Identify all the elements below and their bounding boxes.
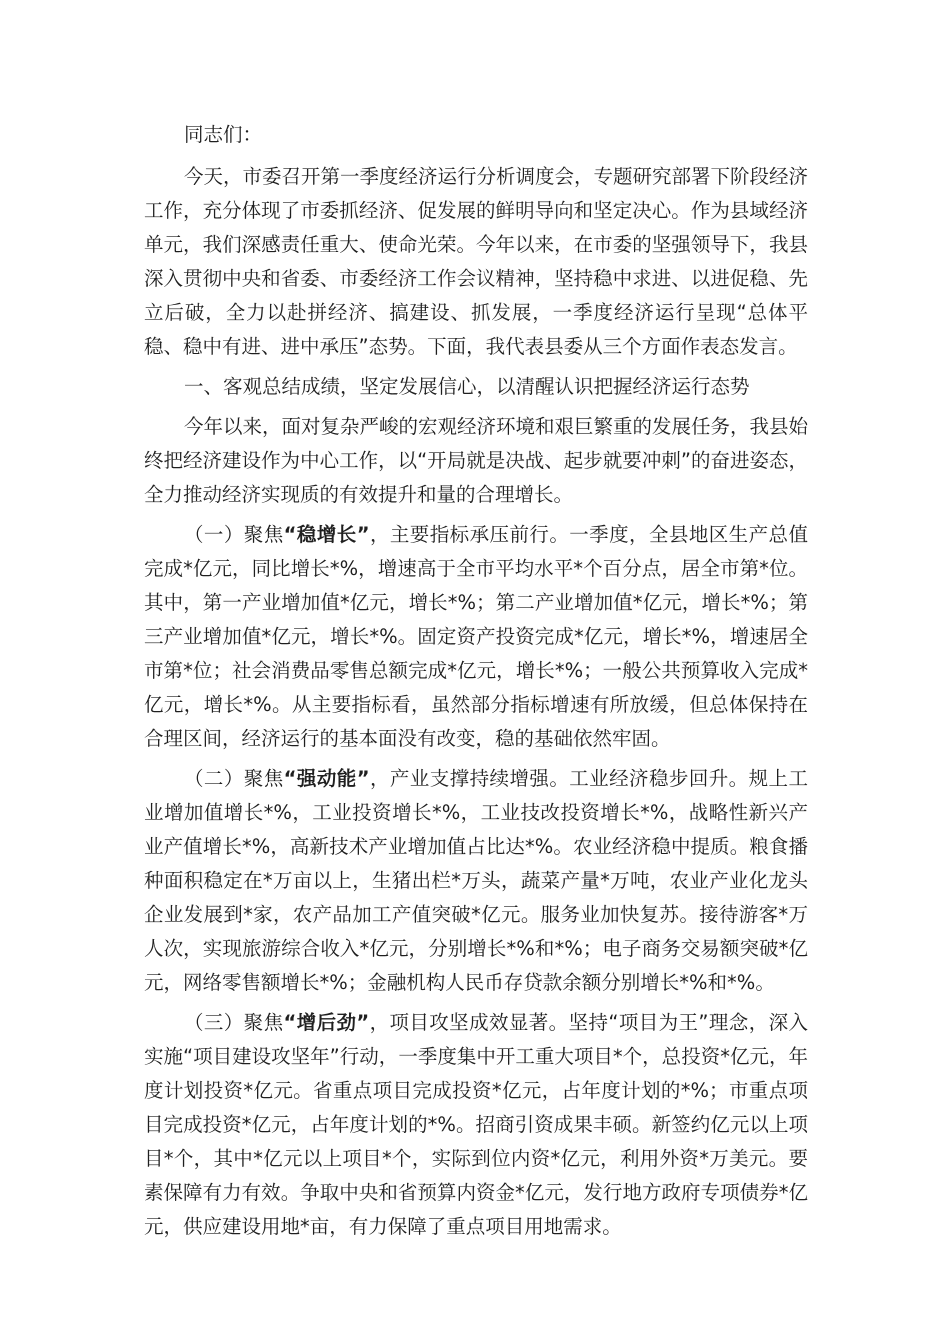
item-3-paragraph [144,1006,808,1244]
intro-paragraph: 今天，市委召开第一季度经济运行分析调度会，专题研究部署下阶段经济工作，充分体现了市委抓经济、促发展的鲜明导向和坚定决心。作为县域经济单元，我们深感责任重大、使命光荣。今年以来，在市委的坚强领导下，我县深入贯彻中央和省委、市委经济工作会议精神，坚持稳中求进、以进促稳、先立后破，全力以赴拼经济、搞建设、抓发展，一季度经济运行呈现“总体平稳、稳中有进、进中承压”态势。下面，我代表县委从三个方面作表态发言。 [144,165,809,358]
item-2-paragraph [144,762,808,1000]
item-3-prefix: （三）聚焦 [184,1011,284,1034]
item-1-keyword: “稳增长” [283,523,370,546]
item-2-text: ，产业支撑持续增强。工业经济稳步回升。规上工业增加值增长*%，工业投资增长*%，工业技改投资增长*%，战略性新兴产业产值增长*%，高新技术产业增加值占比达*%。农业经济稳中提质。粮食播种面积稳定在*万亩以上，生猪出栏*万头，蔬菜产量*万吨，农业产业化龙头企业发展到*家，农产品加工产值突破*亿元。服务业加快复苏。接待游客*万人次，实现旅游综合收入*亿元，分别增长*%和*%；电子商务交易额突破*亿元，网络零售额增长*%；金融机构人民币存贷款余额分别增长*%和*%。 [144,767,808,994]
item-2-keyword: “强动能” [283,767,370,790]
item-1-paragraph [144,518,808,756]
item-2-prefix: （二）聚焦 [184,767,284,790]
item-3-keyword: “增后劲” [283,1011,370,1034]
greeting: 同志们： [184,123,263,146]
document-body [144,118,808,1250]
item-3-text: ，项目攻坚成效显著。坚持“项目为王”理念，深入实施“项目建设攻坚年”行动，一季度集中开工重大项目*个，总投资*亿元，年度计划投资*亿元。省重点项目完成投资*亿元，占年度计划的*%；市重点项目完成投资*亿元，占年度计划的*%。招商引资成果丰硕。新签约亿元以上项目*个，其中*亿元以上项目*个，实际到位内资*亿元，利用外资*万美元。要素保障有力有效。争取中央和省预算内资金*亿元，发行地方政府专项债券*亿元，供应建设用地*亩，有力保障了重点项目用地需求。 [144,1011,808,1238]
item-1-prefix: （一）聚焦 [184,523,284,546]
section-1-intro: 今年以来，面对复杂严峻的宏观经济环境和艰巨繁重的发展任务，我县始终把经济建设作为中心工作，以“开局就是决战、起步就要冲刺”的奋进姿态，全力推动经济实现质的有效提升和量的合理增长。 [144,415,809,506]
item-1-text: ，主要指标承压前行。一季度，全县地区生产总值完成*亿元，同比增长*%，增速高于全市平均水平*个百分点，居全市第*位。其中，第一产业增加值*亿元，增长*%；第二产业增加值*亿元，增长*%；第三产业增加值*亿元，增长*%。固定资产投资完成*亿元，增长*%，增速居全市第*位；社会消费品零售总额完成*亿元，增长*%；一般公共预算收入完成*亿元，增长*%。从主要指标看，虽然部分指标增速有所放缓，但总体保持在合理区间，经济运行的基本面没有改变，稳的基础依然牢固。 [144,523,808,750]
section-1-heading: 一、客观总结成绩，坚定发展信心，以清醒认识把握经济运行态势 [184,375,750,398]
